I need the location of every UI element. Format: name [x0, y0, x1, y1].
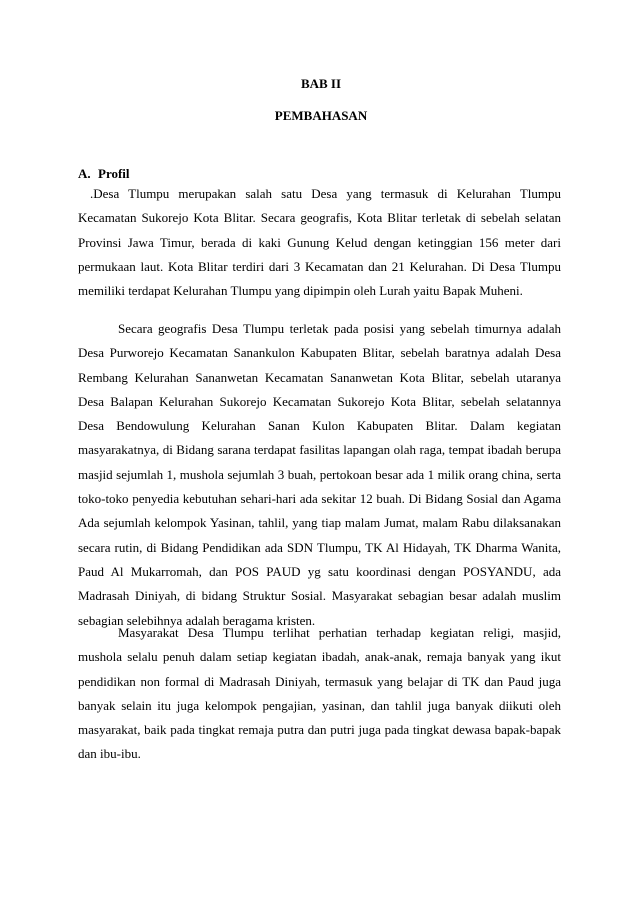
- chapter-title: PEMBAHASAN: [274, 108, 368, 123]
- paragraph-3: Masyarakat Desa Tlumpu terlihat perhatian terhadap kegiatan religi, masjid, mushola selalu penuh dalam setiap kegiatan ibadah, anak-anak, remaja banyak yang ikut pendidikan non formal di Madrasah Diniyah, termasuk yang belajar di TK dan Paud juga banyak selain itu juga kelompok pengajian, yasinan, dan tahlil juga banyak diikuti oleh masyarakat, baik pada tingkat remaja putra dan putri juga pada tingkat dewasa bapak-bapak dan ibu-ibu.: [78, 625, 561, 762]
- paragraph-1: .Desa Tlumpu merupakan salah satu Desa yang termasuk di Kelurahan Tlumpu Kecamatan Sukorejo Kota Blitar. Secara geografis, Kota Blitar terletak di sebelah selatan Provinsi Jawa Timur, berada di kaki Gunung Kelud dengan ketinggian 156 meter dari permukaan laut. Kota Blitar terdiri dari 3 Kecamatan dan 21 Kelurahan. Di Desa Tlumpu memiliki terdapat Kelurahan Tlumpu yang dipimpin oleh Lurah yaitu Bapak Muheni.: [78, 186, 561, 299]
- section-heading: [78, 166, 130, 182]
- section-number: A.: [78, 166, 91, 181]
- section-title: Profil: [98, 166, 130, 181]
- paragraph-2: Secara geografis Desa Tlumpu terletak pada posisi yang sebelah timurnya adalah Desa Purworejo Kecamatan Sanankulon Kabupaten Blitar, sebelah baratnya adalah Desa Rembang Kelurahan Sananwetan Kecamatan Sananwetan Kota Blitar, sebelah utaranya Desa Balapan Kelurahan Sukorejo Kecamatan Sukorejo Kota Blitar, sebelah selatannya Desa Bendowulung Kelurahan Sanan Kulon Kabupaten Blitar. Dalam kegiatan masyarakatnya, di Bidang sarana terdapat fasilitas lapangan olah raga, tempat ibadah berupa masjid sejumlah 1, mushola sejumlah 3 buah, pertokoan besar ada 1 milik orang china, serta toko-toko penyedia kebutuhan sehari-hari ada sekitar 12 buah. Di Bidang Sosial dan Agama Ada sejumlah kelompok Yasinan, tahlil, yang tiap malam Jumat, malam Rabu dilaksanakan secara rutin, di Bidang Pendidikan ada SDN Tlumpu, TK Al Hidayah, TK Dharma Wanita, Paud Al Mukarromah, dan POS PAUD yg satu koordinasi dengan POSYANDU, ada Madrasah Diniyah, di bidang Struktur Sosial. Masyarakat sebagian besar adalah muslim sebagian selebihnya adalah beragama kristen.: [78, 321, 561, 628]
- chapter-number: BAB II: [300, 76, 342, 91]
